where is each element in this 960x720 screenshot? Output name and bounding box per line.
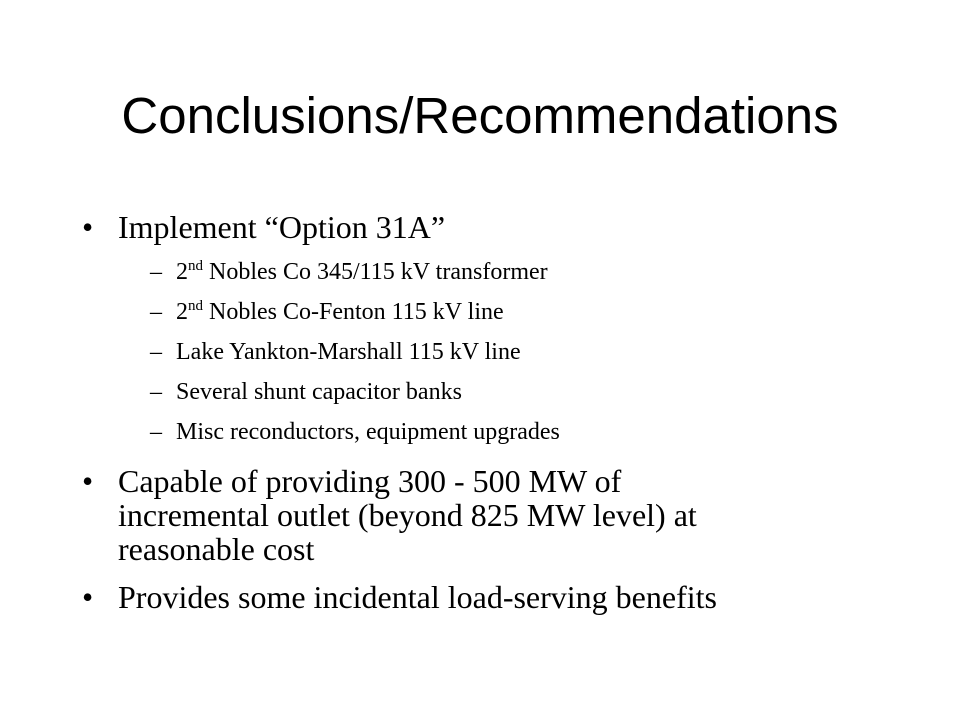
bullet-load-serving-benefits [82,580,902,614]
subitem-reconductors [82,418,902,446]
dash-icon: – [150,419,162,445]
dash-icon: – [150,379,162,405]
subitem-superscript: nd [188,298,203,314]
slide-title: Conclusions/Recommendations [121,87,839,144]
bullet-capable-of-providing [82,464,902,566]
subitem-transformer [82,258,902,286]
slide-content [82,210,902,614]
subitem-capacitor-banks [82,378,902,406]
bullet-icon: • [82,209,94,245]
subitem-text: Nobles Co-Fenton 115 kV line [203,299,504,325]
bullet-text: Implement “Option 31A” [118,209,446,245]
subitem-ordinal: 2 [176,299,188,325]
subitem-text: Nobles Co 345/115 kV transformer [203,259,548,285]
bullet-line: reasonable cost [118,531,315,567]
subitem-text: Several shunt capacitor banks [176,379,462,405]
subitem-text: Lake Yankton-Marshall 115 kV line [176,339,521,365]
bullet-icon: • [82,463,94,499]
dash-icon: – [150,339,162,365]
subitem-fenton-line [82,298,902,326]
bullet-line: incremental outlet (beyond 825 MW level) at [118,497,697,533]
dash-icon: – [150,259,162,285]
subitem-superscript: nd [188,258,203,274]
bullet-implement-option [82,210,902,244]
bullet-text: Provides some incidental load-serving benefits [118,579,717,615]
bullet-line: Capable of providing 300 - 500 MW of [118,463,622,499]
subitem-ordinal: 2 [176,259,188,285]
bullet-icon: • [82,579,94,615]
dash-icon: – [150,299,162,325]
subitem-marshall-line [82,338,902,366]
subitem-text: Misc reconductors, equipment upgrades [176,419,560,445]
